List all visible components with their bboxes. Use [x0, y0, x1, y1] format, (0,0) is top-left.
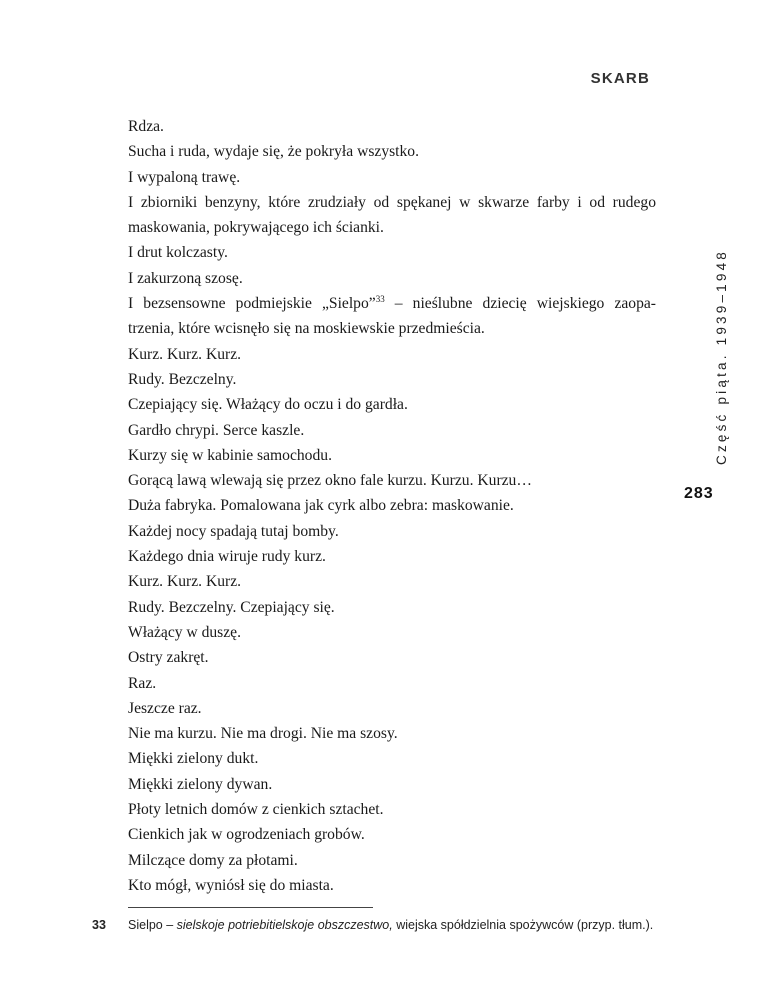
text-line: Kurz. Kurz. Kurz. [128, 573, 242, 591]
text-line: Płoty letnich domów z cienkich sztachet. [128, 801, 384, 819]
text-line: I wypaloną trawę. [128, 168, 241, 186]
footnote-italic-text: sielskoje potriebitielskoje obszczestwo, [176, 918, 393, 932]
text-line: Gardło chrypi. Serce kaszle. [128, 421, 305, 439]
text-line-with-footnote [128, 291, 656, 316]
text-line: Rudy. Bezczelny. Czepiający się. [128, 598, 335, 616]
running-head-title: SKARB [590, 70, 650, 87]
footnote-number: 33 [92, 918, 106, 932]
text-line: Duża fabryka. Pomalowana jak cyrk albo zebra: maskowanie. [128, 497, 514, 515]
text-line: Nie ma kurzu. Nie ma drogi. Nie ma szosy. [128, 725, 398, 743]
text-line-start: I bezsensowne podmiejskie „Sielpo” [128, 295, 376, 313]
page-number: 283 [684, 485, 714, 502]
text-line: Rdza. [128, 118, 164, 135]
text-line: Czepiający się. Włażący do oczu i do gardła. [128, 396, 408, 414]
text-line: Rudy. Bezczelny. [128, 370, 237, 388]
text-line: Cienkich jak w ogrodzeniach grobów. [128, 826, 365, 844]
footnote-term: Sielpo – [128, 918, 177, 932]
text-line: Jeszcze raz. [128, 699, 202, 717]
text-line: Miękki zielony dywan. [128, 775, 273, 793]
text-line: Raz. [128, 674, 157, 692]
text-line-end: – nieślubne dziecię wiejskiego zaopa- [384, 295, 656, 313]
footnote-text: wiejska spółdzielnia spożywców (przyp. tłum.). [392, 918, 654, 932]
text-line: Włażący w duszę. [128, 623, 241, 641]
text-line: I zbiorniki benzyny, które zrudziały od spękanej w skwarze farby i od rudego [128, 193, 656, 211]
footnote [92, 918, 653, 932]
section-label: Część piąta. 1939–1948 [714, 248, 729, 465]
footnote-reference: 33 [375, 293, 385, 304]
text-line: Ostry zakręt. [128, 649, 209, 667]
text-line: I drut kolczasty. [128, 244, 228, 262]
text-line: Każdego dnia wiruje rudy kurz. [128, 548, 326, 566]
main-text [128, 114, 656, 898]
text-line: Kto mógł, wyniósł się do miasta. [128, 876, 334, 894]
text-line: Kurzy się w kabinie samochodu. [128, 446, 332, 464]
text-line: Milczące domy za płotami. [128, 851, 298, 869]
footnote-divider [128, 907, 373, 908]
text-line: trzenia, które wcisnęło się na moskiewskie przedmieścia. [128, 320, 485, 338]
text-line: maskowania, pokrywającego ich ścianki. [128, 219, 384, 237]
text-line: Każdej nocy spadają tutaj bomby. [128, 522, 339, 540]
text-line: Gorącą lawą wlewają się przez okno fale kurzu. Kurzu. Kurzu… [128, 472, 532, 490]
text-line: Kurz. Kurz. Kurz. [128, 345, 242, 363]
text-line: I zakurzoną szosę. [128, 269, 243, 287]
text-line: Sucha i ruda, wydaje się, że pokryła wszystko. [128, 143, 420, 161]
text-line: Miękki zielony dukt. [128, 750, 259, 768]
